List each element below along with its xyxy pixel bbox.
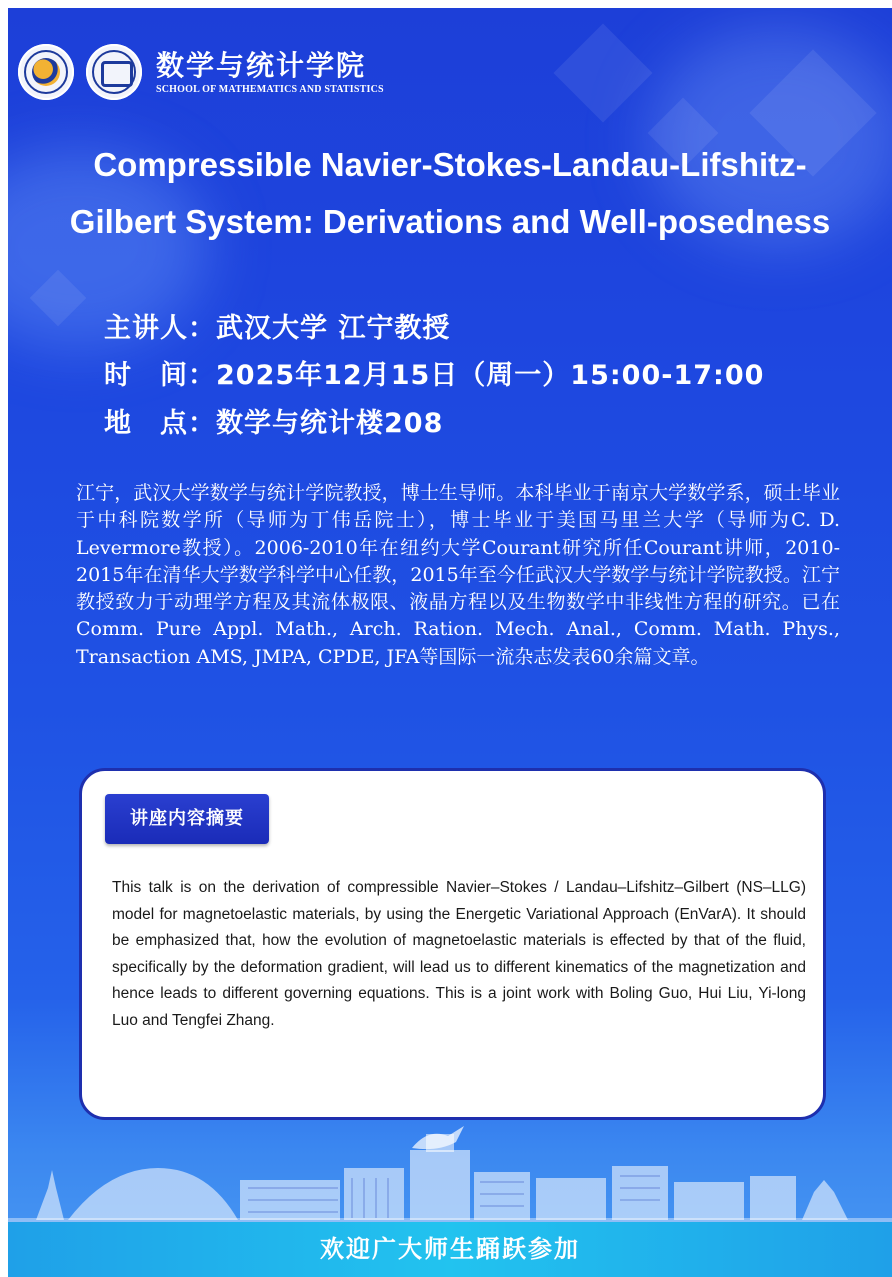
poster <box>8 8 892 1277</box>
campus-skyline-icon <box>8 1108 892 1228</box>
speaker-bio-text: 江宁，武汉大学数学与统计学院教授，博士生导师。本科毕业于南京大学数学系，硕士毕业于中科院数学所（导师为丁伟岳院士），博士毕业于美国马里兰大学（导师为C. D. Levermore教授）。2006-2010年在纽约大学Courant研究所任Courant讲师，2010-2015年在清华大学数学科学中心任教，2015年至今任武汉大学数学与统计学院教授。江宁教授致力于动理学方程及其流体极限、液晶方程以及生物数学中非线性方程的研究。已在Comm. Pure Appl. Math., Arch. Ration. Mech. Anal., Comm. Math. Phys., Transaction AMS, JMPA, CPDE, JFA等国际一流杂志发表60余篇文章。 <box>76 482 840 668</box>
header <box>18 42 384 102</box>
speaker-bio <box>76 480 840 671</box>
school-name-en: SCHOOL OF MATHEMATICS AND STATISTICS <box>156 83 384 95</box>
time-line: 时 间：2025年12月15日（周一）15:00-17:00 <box>104 360 765 391</box>
speaker-line: 主讲人：武汉大学 江宁教授 <box>104 313 451 344</box>
school-name-cn: 数学与统计学院 <box>156 48 367 82</box>
school-logo-icon <box>86 44 142 100</box>
abstract-text: This talk is on the derivation of compressible Navier–Stokes / Landau–Lifshitz–Gilbert (NS–LLG) model for magnetoelastic materials, by using the Energetic Variational Approach (EnVarA). It should be emphasized that, how the evolution of magnetoelastic materials is effected by that of the fluid, specifically by the deformation gradient, will lead us to different kinematics of the magnetization and hence leads to different governing equations. This is a joint work with Boling Guo, Hui Liu, Yi-long Luo and Tengfei Zhang. <box>112 879 806 1029</box>
school-name <box>156 50 384 95</box>
lecture-title-line2: Gilbert System: Derivations and Well-posedness <box>69 203 831 240</box>
university-logo-icon <box>18 44 74 100</box>
place-line: 地 点：数学与统计楼208 <box>104 408 444 439</box>
lecture-title-line1: Compressible Navier-Stokes-Landau-Lifshitz- <box>93 146 807 183</box>
abstract-body <box>112 875 806 1035</box>
lecture-title <box>8 136 892 250</box>
footer-banner: 欢迎广大师生踊跃参加 <box>8 1222 892 1277</box>
abstract-card <box>79 768 826 1120</box>
decor-diamond <box>554 24 653 123</box>
abstract-heading: 讲座内容摘要 <box>105 794 269 844</box>
